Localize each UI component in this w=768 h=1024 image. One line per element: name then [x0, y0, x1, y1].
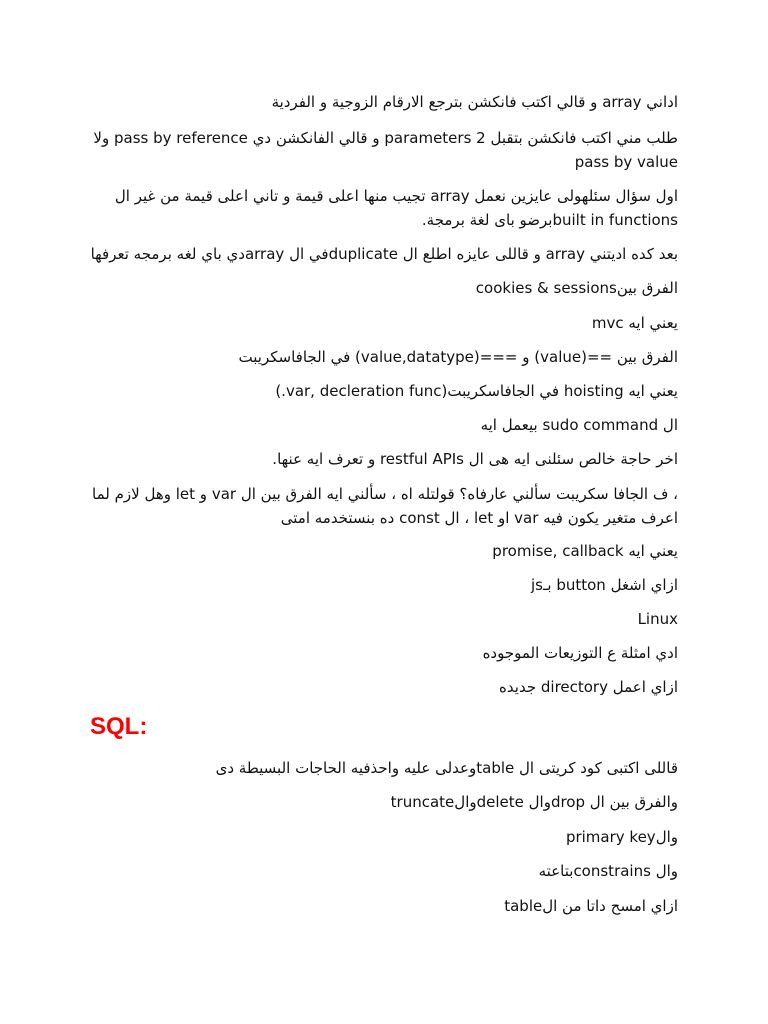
question-15: ادي امثلة ع التوزيعات الموجوده	[482, 644, 678, 662]
question-13: ازاي اشغل button بـjs	[531, 576, 678, 594]
question-5: الفرق بينcookies & sessions	[475, 279, 678, 297]
question-4: بعد كده اديتني array و قاللى عايزه اطلع ال duplicateفي ال arrayدي باي لغه برمجه تعرفها	[90, 245, 678, 263]
question-16: ازاي اعمل directory جديده	[499, 678, 678, 696]
question-11: ، ف الجافا سكريبت سألني عارفاه؟ قولتله اه ، سألني ايه الفرق بين ال var و let وهل لازم لما اعرف متغير يكون فيه var او let ، ال const ده بنستخدمه امتى	[92, 485, 678, 527]
question-7: الفرق بين ==(value) و ===(value,datatype) في الجافاسكريبت	[238, 348, 678, 366]
sql-question-4: وال constrainsبتاعته	[538, 862, 678, 880]
question-12: يعني ايه promise, callback	[492, 542, 678, 560]
question-2: طلب مني اكتب فانكشن بتقبل parameters 2 و قالي الفانكشن دي pass by reference ولا pass by value	[93, 129, 678, 171]
question-10: اخر حاجة خالص سئلنى ايه هى ال restful APIs و تعرف ايه عنها.	[272, 450, 678, 468]
sql-question-5: ازاي امسح داتا من الtable	[504, 897, 678, 915]
question-6: يعني ايه mvc	[591, 314, 678, 332]
question-14: Linux	[637, 610, 678, 628]
sql-question-1: قاللى اكتبى كود كريتى ال tableوعدلى عليه واحذفيه الحاجات البسيطة دى	[215, 759, 678, 777]
sql-question-2: والفرق بين ال dropوال deleteوالtruncate	[390, 793, 678, 811]
question-9: ال sudo command بيعمل ايه	[480, 416, 678, 434]
sql-heading: SQL:	[90, 713, 148, 740]
question-3: اول سؤال سئلهولى عايزين نعمل array تجيب منها اعلى قيمة و تاني اعلى قيمة من غير ال built in functionsبرضو باى لغة برمجة.	[114, 187, 678, 229]
sql-question-3: والprimary key	[565, 828, 678, 846]
question-8: يعني ايه hoisting في الجافاسكريبت(var, decleration func.)	[275, 382, 678, 400]
question-1: اداني array و قالي اكتب فانكشن بترجع الارقام الزوجية و الفردية	[271, 93, 678, 111]
